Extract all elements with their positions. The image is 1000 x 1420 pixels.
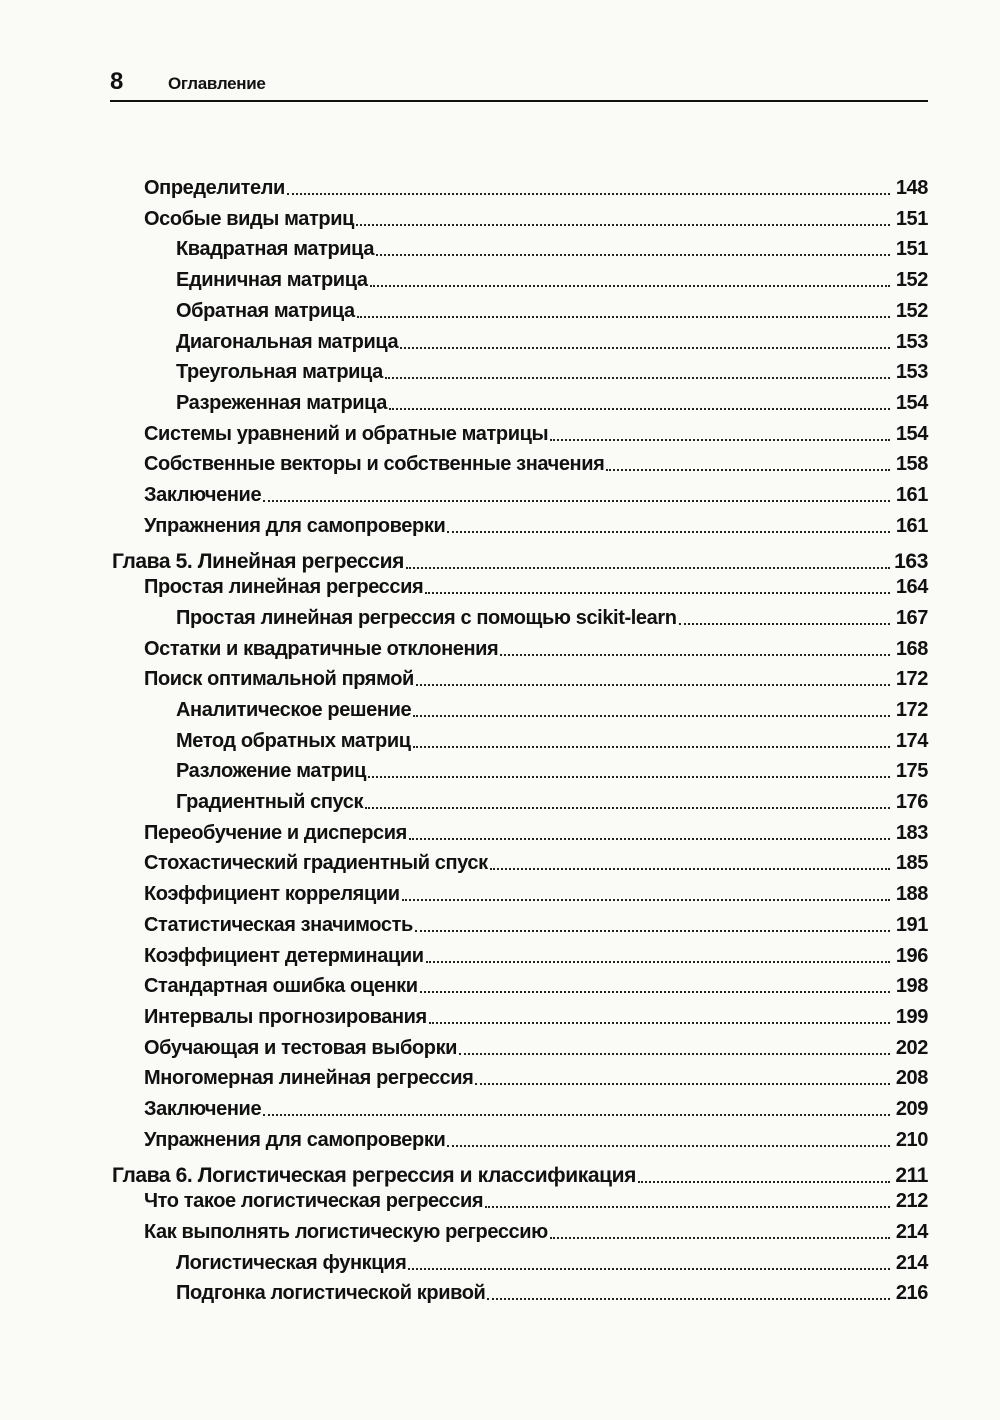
page-header <box>110 64 928 102</box>
toc-entry-title: Поиск оптимальной прямой <box>144 668 414 691</box>
dot-leader <box>263 499 890 502</box>
toc-entry-row[interactable] <box>176 784 928 814</box>
running-title: Оглавление <box>168 74 266 93</box>
toc-entry-title: Метод обратных матриц <box>176 729 411 752</box>
toc-page-number: 210 <box>895 1128 928 1151</box>
toc-entry-title: Обучающая и тестовая выборки <box>144 1036 458 1059</box>
dot-leader <box>370 284 890 287</box>
dot-leader <box>402 898 890 901</box>
page-number: 8 <box>110 68 124 95</box>
toc-page-number: 153 <box>895 361 928 384</box>
toc-page-number: 211 <box>895 1164 928 1188</box>
toc-entry-row[interactable] <box>144 1030 928 1060</box>
toc-entry-row[interactable] <box>144 938 928 968</box>
dot-leader <box>408 1267 890 1270</box>
toc-entry-title: Глава 5. Линейная регрессия <box>112 550 404 574</box>
toc-entry-row[interactable] <box>144 999 928 1029</box>
toc-entry-row[interactable] <box>176 293 928 323</box>
toc-page-number: 164 <box>895 576 928 599</box>
toc-entry-title: Разреженная матрица <box>176 391 388 414</box>
toc-entry-row[interactable] <box>176 1275 928 1305</box>
toc-entry-title: Обратная матрица <box>176 299 355 322</box>
toc-page-number: 167 <box>895 606 928 629</box>
toc-entry-title: Остатки и квадратичные отклонения <box>144 637 499 660</box>
toc-entry-title: Аналитическое решение <box>176 698 412 721</box>
toc-page-number: 196 <box>895 944 928 967</box>
dot-leader <box>606 468 890 471</box>
toc-page-number: 199 <box>895 1005 928 1028</box>
dot-leader <box>409 837 890 840</box>
dot-leader <box>459 1052 890 1055</box>
toc-page-number: 202 <box>895 1036 928 1059</box>
toc-entry-row[interactable] <box>176 324 928 354</box>
toc-page-number: 158 <box>895 453 928 476</box>
dot-leader <box>550 438 890 441</box>
toc-entry-row[interactable] <box>144 508 928 538</box>
toc-entry-title: Заключение <box>144 1098 262 1120</box>
toc-entry-row[interactable] <box>144 1183 928 1213</box>
toc-entry-title: Подгонка логистической кривой <box>176 1282 486 1305</box>
toc-page-number: 188 <box>895 883 928 906</box>
dot-leader <box>490 867 890 870</box>
toc-entry-row[interactable] <box>176 354 928 384</box>
dot-leader <box>389 407 890 410</box>
dot-leader <box>413 745 890 748</box>
toc-page-number: 161 <box>895 514 928 537</box>
dot-leader <box>550 1236 890 1239</box>
toc-entry-title: Заключение <box>144 484 262 506</box>
toc-entry-row[interactable] <box>144 446 928 476</box>
toc-entry-title: Разложение матриц <box>176 760 367 783</box>
toc-page-number: 153 <box>895 330 928 353</box>
toc-entry-title: Переобучение и дисперсия <box>144 821 407 844</box>
toc-entry-title: Многомерная линейная регрессия <box>144 1067 474 1090</box>
toc-entry-title: Стандартная ошибка оценки <box>144 975 418 998</box>
toc-page-number: 183 <box>895 821 928 844</box>
dot-leader <box>447 1144 890 1147</box>
dot-leader <box>420 990 890 993</box>
dot-leader <box>385 376 890 379</box>
dot-leader <box>500 653 890 656</box>
toc-page-number: 208 <box>895 1067 928 1090</box>
dot-leader <box>376 253 890 256</box>
toc-page-number: 148 <box>895 177 928 199</box>
toc-entry-row[interactable] <box>176 723 928 753</box>
toc-entry-row[interactable] <box>144 1091 928 1121</box>
toc-page-number: 214 <box>895 1251 928 1274</box>
dot-leader <box>429 1021 890 1024</box>
toc-entry-title: Квадратная матрица <box>176 238 375 261</box>
toc-entry-row[interactable] <box>176 600 928 630</box>
dot-leader <box>415 929 890 932</box>
toc-page-number: 209 <box>895 1098 928 1120</box>
toc-page-number: 154 <box>895 391 928 414</box>
dot-leader <box>357 315 890 318</box>
toc-entry-row[interactable] <box>176 262 928 292</box>
toc-page-number: 174 <box>895 729 928 752</box>
toc-entry-row[interactable] <box>144 968 928 998</box>
toc-entry-row[interactable] <box>144 201 928 231</box>
toc-entry-title: Стохастический градиентный спуск <box>144 852 488 875</box>
toc-entry-title: Логистическая функция <box>176 1251 407 1274</box>
toc-entry-row[interactable] <box>144 845 928 875</box>
toc-entry-title: Как выполнять логистическую регрессию <box>144 1220 548 1243</box>
toc-entry-row[interactable] <box>144 631 928 661</box>
dot-leader <box>426 960 890 963</box>
toc-entry-title: Диагональная матрица <box>176 330 399 353</box>
toc-entry-row[interactable] <box>176 1245 928 1275</box>
toc-page-number: 168 <box>895 637 928 660</box>
toc-page-number: 163 <box>894 550 928 574</box>
toc-page-number: 161 <box>895 484 928 506</box>
dot-leader <box>485 1205 890 1208</box>
toc-entry-title: Градиентный спуск <box>176 791 364 813</box>
dot-leader <box>416 683 890 686</box>
dot-leader <box>400 346 890 349</box>
toc-entry-title: Простая линейная регрессия с помощью scikit-learn <box>176 606 677 629</box>
toc-page-number: 176 <box>895 791 928 813</box>
dot-leader <box>287 192 890 195</box>
toc-entry-row[interactable] <box>144 416 928 446</box>
toc-page-number: 175 <box>895 760 928 783</box>
toc-entry-row[interactable] <box>176 385 928 415</box>
toc-entry-title: Коэффициент корреляции <box>144 883 400 906</box>
toc-entry-row[interactable] <box>144 907 928 937</box>
toc-entry-title: Особые виды матриц <box>144 207 354 230</box>
dot-leader <box>263 1113 890 1116</box>
toc-page-number: 172 <box>895 668 928 691</box>
toc-entry-title: Что такое логистическая регрессия <box>144 1190 484 1213</box>
dot-leader <box>368 775 890 778</box>
toc-entry-title: Простая линейная регрессия <box>144 576 424 599</box>
toc-entry-row[interactable] <box>176 692 928 722</box>
toc-page-number: 151 <box>895 238 928 261</box>
dot-leader <box>487 1297 890 1300</box>
toc-page-number: 185 <box>895 852 928 875</box>
toc-page-number: 216 <box>895 1282 928 1305</box>
toc-entry-row[interactable] <box>176 231 928 261</box>
toc-entry-title: Определители <box>144 177 285 199</box>
toc-entry-title: Интервалы прогнозирования <box>144 1005 427 1028</box>
toc-entry-title: Единичная матрица <box>176 269 368 292</box>
toc-entry-row[interactable] <box>144 876 928 906</box>
toc-entry-row[interactable] <box>176 753 928 783</box>
toc-page-number: 152 <box>895 299 928 322</box>
dot-leader <box>413 714 890 717</box>
dot-leader <box>425 591 890 594</box>
toc-entry-row[interactable] <box>144 170 928 200</box>
dot-leader <box>475 1082 890 1085</box>
toc-entry-row[interactable] <box>144 1214 928 1244</box>
toc-entry-title: Глава 6. Логистическая регрессия и классификация <box>112 1164 637 1188</box>
dot-leader <box>679 622 890 625</box>
toc-entry-title: Статистическая значимость <box>144 913 413 936</box>
toc-entry-title: Коэффициент детерминации <box>144 944 424 967</box>
toc-page-number: 152 <box>895 269 928 292</box>
dot-leader <box>365 806 890 809</box>
toc-entry-title: Системы уравнений и обратные матрицы <box>144 422 549 445</box>
toc-entry-title: Упражнения для самопроверки <box>144 1128 446 1151</box>
toc-entry-title: Собственные векторы и собственные значения <box>144 453 605 476</box>
dot-leader <box>356 223 890 226</box>
toc-page-number: 212 <box>895 1190 928 1213</box>
toc-page-number: 154 <box>895 422 928 445</box>
toc-page-number: 214 <box>895 1220 928 1243</box>
toc-entry-title: Треугольная матрица <box>176 361 383 384</box>
toc-page-number: 151 <box>895 207 928 230</box>
toc-entry-row[interactable] <box>144 815 928 845</box>
toc-entry-row[interactable] <box>144 477 928 507</box>
toc-entry-row[interactable] <box>144 569 928 599</box>
toc-page-number: 172 <box>895 698 928 721</box>
toc-entry-row[interactable] <box>144 661 928 691</box>
toc-entry-title: Упражнения для самопроверки <box>144 514 446 537</box>
toc-page-number: 198 <box>895 975 928 998</box>
toc-entry-row[interactable] <box>144 1122 928 1152</box>
toc-page-number: 191 <box>895 913 928 936</box>
toc-entry-row[interactable] <box>144 1060 928 1090</box>
dot-leader <box>447 530 890 533</box>
